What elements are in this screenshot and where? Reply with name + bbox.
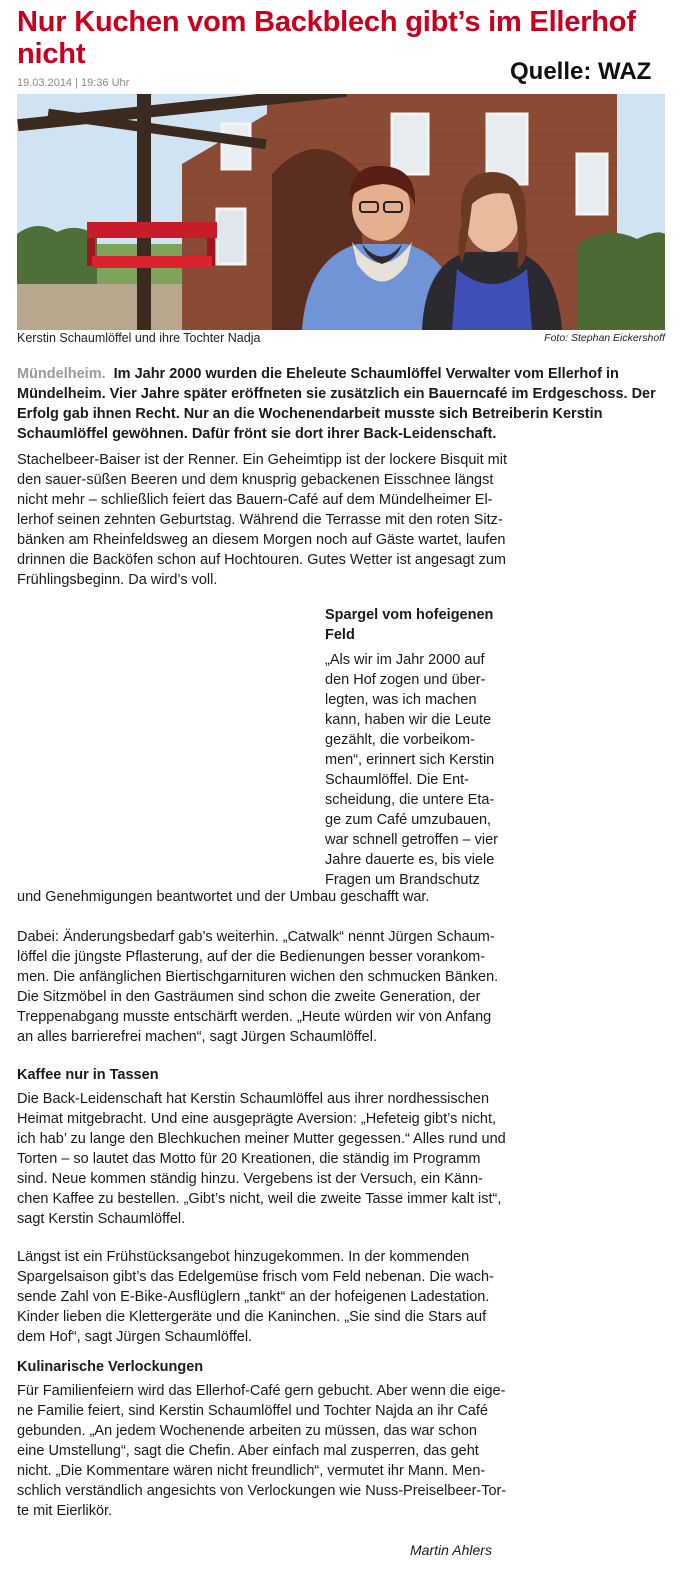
article-lead <box>17 364 662 444</box>
text-line: an alles barrierefrei machen“, sagt Jürgen Schaumlöffel. <box>17 1029 378 1045</box>
text-line: sende Zahl von E-Bike-Ausflüglern „tankt“ an der hofeigenen Ladestation. <box>17 1289 490 1305</box>
sidebox-tail <box>17 887 429 907</box>
text-line: den sauer-süßen Beeren und dem knusprig gebackenen Eisschnee längst <box>17 472 494 488</box>
subheading-kaffee: Kaffee nur in Tassen <box>17 1067 159 1083</box>
subheading-verlockungen: Kulinarische Verlockungen <box>17 1359 204 1375</box>
text-line: drinnen die Backöfen schon auf Hochtouren. Gutes Wetter ist angesagt zum <box>17 552 506 568</box>
source-label: Quelle: WAZ <box>510 58 652 85</box>
photo-window-3 <box>392 114 428 174</box>
paragraph-5 <box>17 1381 506 1521</box>
sidebox-text <box>325 650 498 890</box>
text-line: nicht. „Die Kommentare wären nicht freundlich“, vermutet ihr Mann. Men- <box>17 1463 486 1479</box>
text-line: ge zum Café umzubauen, <box>325 812 492 828</box>
text-line: Feld <box>325 627 355 643</box>
paragraph-1 <box>17 450 507 590</box>
text-line: ne Familie feiert, sind Kerstin Schaumlöffel und Tochter Najda an ihr Café <box>17 1403 488 1419</box>
photo-bench-1 <box>87 222 217 238</box>
text-line: Spargel vom hofeigenen <box>325 607 494 623</box>
text-line: gebunden. „An jedem Wochenende arbeiten zu müssen, das war schon <box>17 1423 477 1439</box>
text-line: den Hof zogen und über- <box>325 672 486 688</box>
text-line: men. Die anfänglichen Biertischgarnituren wichen den schmucken Bänken. <box>17 969 499 985</box>
text-line: Längst ist ein Frühstücksangebot hinzugekommen. In der kommenden <box>17 1249 470 1265</box>
text-line: Heimat mitgebracht. Und eine ausgeprägte Aversion: „Hefeteig gibt’s nicht, <box>17 1111 497 1127</box>
text-line: Spargelsaison gibt’s das Edelgemüse frisch vom Feld nebenan. Die wach- <box>17 1269 494 1285</box>
photo-window-5 <box>577 154 607 214</box>
text-line: „Als wir im Jahr 2000 auf <box>325 652 485 668</box>
photo-caption: Kerstin Schaumlöffel und ihre Tochter Nadja <box>17 331 261 345</box>
photo-credit: Foto: Stephan Eickershoff <box>544 332 665 344</box>
text-line: schlich verständlich angesichts von Verlockungen wie Nuss-Preiselbeer-Tor- <box>17 1483 507 1499</box>
text-line: ich hab’ zu lange den Blechkuchen meiner Mutter gegessen.“ Alles rund und <box>17 1131 506 1147</box>
text-line: bänken am Rheinfeldsweg an diesem Morgen noch auf Gäste wartet, laufen <box>17 532 506 548</box>
text-line: kann, haben wir die Leute <box>325 712 492 728</box>
paragraph-3 <box>17 1089 506 1229</box>
article-photo <box>17 94 665 330</box>
text-line: löffel die jüngste Pflasterung, auf der die Bedienungen besser vorankom- <box>17 949 486 965</box>
text-line: Schaumlöffel. Die Ent- <box>325 772 469 788</box>
text-line: Frühlingsbeginn. Da wird’s voll. <box>17 572 218 588</box>
photo-bench-2 <box>92 256 212 268</box>
text-line: Treppenabgang musste entschärft werden. „Heute würden wir von Anfang <box>17 1009 492 1025</box>
text-line: war schnell getroffen – vier <box>325 832 499 848</box>
text-line: legten, was ich machen <box>325 692 477 708</box>
article-headline: Nur Kuchen vom Backblech gibt’s im Ellerhof nicht <box>17 6 636 70</box>
text-line: sagt Kerstin Schaumlöffel. <box>17 1211 186 1227</box>
text-line: Fragen um Brandschutz <box>325 872 480 888</box>
text-line: eine Umstellung“, sagt die Chefin. Aber einfach mal zusperren, das geht <box>17 1443 479 1459</box>
paragraph-2 <box>17 927 498 1047</box>
text-line: dem Hof“, sagt Jürgen Schaumlöffel. <box>17 1329 253 1345</box>
article-dateline: 19.03.2014 | 19:36 Uhr <box>17 77 130 89</box>
text-line: men“, erinnert sich Kerstin <box>325 752 495 768</box>
text-line: Dabei: Änderungsbedarf gab’s weiterhin. „Catwalk“ nennt Jürgen Schaum- <box>17 929 495 945</box>
photo-illustration <box>17 94 665 330</box>
lead-text: Im Jahr 2000 wurden die Eheleute Schaumlöffel Verwalter vom Ellerhof in Mündelheim. Vier Jahre später eröffneten sie zusätzlich ein Bauerncafé im Erdgeschoss. Der Erfolg gab ihnen Recht. Nur an die Wochenendarbeit musste sich Betreiberin Kerstin Schaumlöffel gewöhnen. Dafür frönt sie dort ihrer Back-Leidenschaft. <box>17 366 656 442</box>
text-line: nicht mehr – schließlich feiert das Bauern-Café auf dem Mündelheimer El- <box>17 492 493 508</box>
sidebox-tail-line: und Genehmigungen beantwortet und der Umbau geschafft war. <box>17 889 430 905</box>
photo-window-2 <box>217 209 245 264</box>
lead-place: Mündelheim. <box>17 366 106 382</box>
text-line: Torten – so lautet das Motto für 20 Kreationen, die ständig im Programm <box>17 1151 481 1167</box>
text-line: te mit Eierlikör. <box>17 1503 113 1519</box>
sidebox-heading <box>325 605 493 645</box>
paragraph-4 <box>17 1247 494 1347</box>
text-line: chen Kaffee zu bestellen. „Gibt’s nicht, weil die zweite Tasse immer kalt ist“, <box>17 1191 502 1207</box>
text-line: Für Familienfeiern wird das Ellerhof-Café gern gebucht. Aber wenn die eige- <box>17 1383 506 1399</box>
text-line: gezählt, die vorbeikom- <box>325 732 475 748</box>
article-author: Martin Ahlers <box>410 1542 492 1558</box>
text-line: sind. Neue kommen ständig hinzu. Vergebens ist der Versuch, ein Känn- <box>17 1171 483 1187</box>
text-line: Die Back-Leidenschaft hat Kerstin Schaumlöffel aus ihrer nordhessischen <box>17 1091 490 1107</box>
text-line: Stachelbeer-Baiser ist der Renner. Ein Geheimtipp ist der lockere Bisquit mit <box>17 452 507 468</box>
text-line: Die Sitzmöbel in den Gasträumen sind schon die zweite Generation, der <box>17 989 481 1005</box>
text-line: scheidung, die untere Eta- <box>325 792 495 808</box>
text-line: Kinder lieben die Klettergeräte und die Kaninchen. „Sie sind die Stars auf <box>17 1309 487 1325</box>
text-line: lerhof seinen zehnten Geburtstag. Während die Terrasse mit den roten Sitz- <box>17 512 503 528</box>
text-line: Jahre dauerte es, bis viele <box>325 852 495 868</box>
photo-hedge-right <box>577 232 665 330</box>
